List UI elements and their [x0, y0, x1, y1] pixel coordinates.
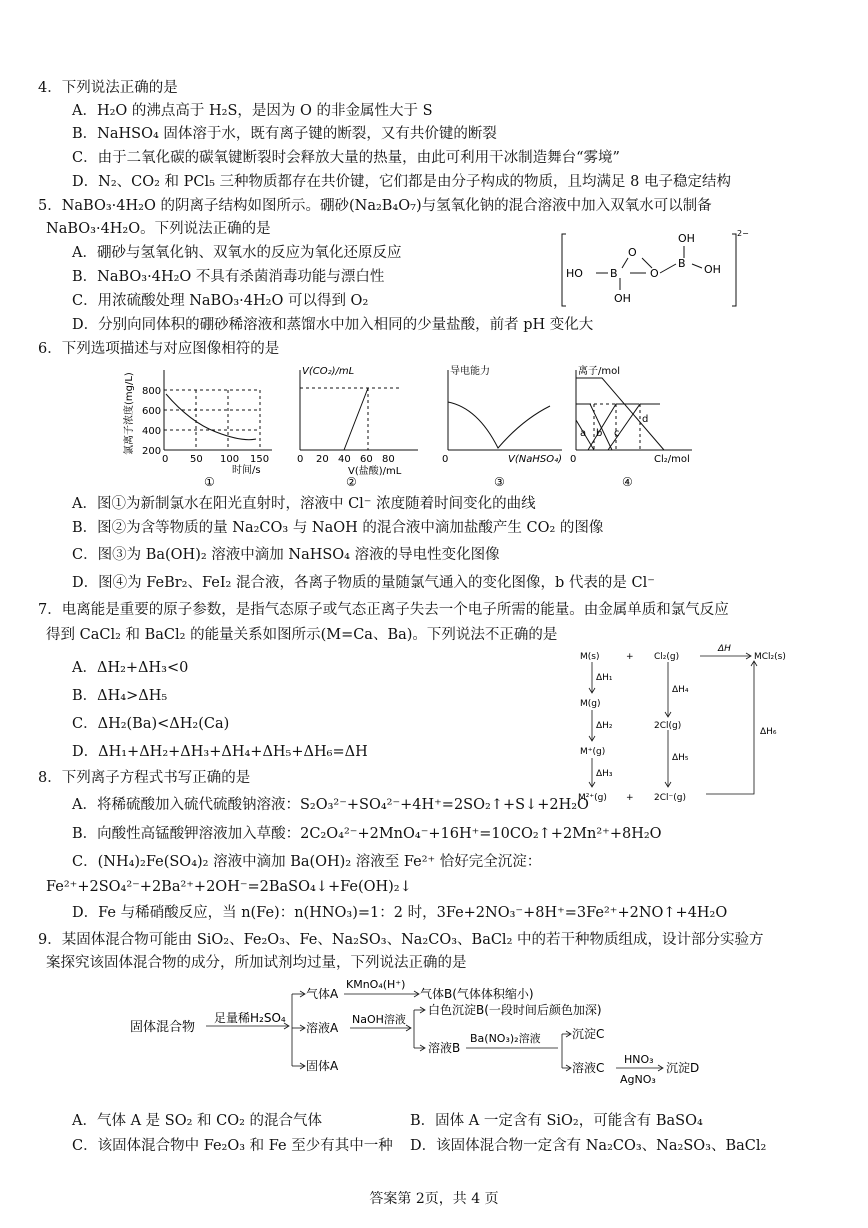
q8-option-b: B．向酸性高锰酸钾溶液加入草酸：2C₂O₄²⁻+2MnO₄⁻+16H⁺=10CO₂↑+2Mn²⁺+8H₂O [72, 826, 662, 842]
flow-gas-b: 气体B(气体体积缩小) [420, 987, 534, 1001]
cycle-dh3: ΔH₃ [596, 769, 613, 779]
cycle-m2-plus: M²⁺(g) [578, 793, 607, 803]
q5-option-d: D．分别向同体积的硼砂稀溶液和蒸馏水中加入相同的少量盐酸，前者 pH 变化大 [72, 317, 594, 333]
g1-xlabel: 时间/s [232, 465, 261, 476]
g2-xtick-0: 0 [297, 454, 304, 465]
flow-ppt-c: 沉淀C [572, 1027, 605, 1041]
flow-solution-b: 溶液B [428, 1041, 461, 1055]
q5-option-c: C．用浓硫酸处理 NaBO₃·4H₂O 可以得到 O₂ [72, 293, 369, 309]
struct-b-left: B [610, 267, 618, 280]
cycle-dh6: ΔH₆ [760, 727, 777, 737]
g3-xlabel: V(NaHSO₄) [508, 454, 562, 465]
q5-option-a: A．硼砂与氢氧化钠、双氧水的反应为氧化还原反应 [72, 245, 402, 261]
q6-stem: 6．下列选项描述与对应图像相符的是 [38, 341, 280, 357]
flow-kmno4: KMnO₄(H⁺) [346, 978, 406, 991]
g1-xtick-150: 150 [250, 454, 270, 465]
struct-oh-right: OH [704, 263, 721, 276]
flow-solution-a: 溶液A [306, 1021, 339, 1035]
g4-origin: 0 [570, 454, 577, 465]
g4-ylabel: 离子/mol [578, 366, 621, 377]
g1-xtick-0: 0 [162, 454, 169, 465]
g2-xtick-20: 20 [316, 454, 329, 465]
struct-oh-bottom: OH [614, 292, 631, 305]
cycle-2cl-minus: 2Cl⁻(g) [654, 793, 686, 803]
g1-ytick-400: 400 [142, 426, 162, 437]
struct-ho-left: HO [566, 267, 583, 280]
q6-option-b: B．图②为含等物质的量 Na₂CO₃ 与 NaOH 的混合液中滴加盐酸产生 CO₂ 的图像 [72, 520, 604, 536]
q7-option-d: D．ΔH₁+ΔH₂+ΔH₃+ΔH₄+ΔH₅+ΔH₆=ΔH [72, 744, 368, 760]
q7-stem-line2: 得到 CaCl₂ 和 BaCl₂ 的能量关系如图所示(M=Ca、Ba)。下列说法不正确的是 [46, 627, 558, 643]
flow-solid-a: 固体A [306, 1059, 339, 1073]
g1-xtick-100: 100 [220, 454, 240, 465]
q4-option-d: D．N₂、CO₂ 和 PCl₅ 三种物质都存在共价键，它们都是由分子构成的物质，且均满足 8 电子稳定结构 [72, 174, 731, 190]
q5-option-b: B．NaBO₃·4H₂O 不具有杀菌消毒功能与漂白性 [72, 269, 385, 285]
cycle-plus-bottom: + [626, 793, 634, 803]
g2-ylabel: V(CO₂)/mL [302, 366, 355, 377]
cycle-m-g: M(g) [580, 699, 601, 709]
g1-ytick-800: 800 [142, 386, 162, 397]
q9-option-c: C．该固体混合物中 Fe₂O₃ 和 Fe 至少有其中一种 [72, 1138, 393, 1154]
flow-agno3: AgNO₃ [620, 1073, 656, 1086]
cycle-dh2: ΔH₂ [596, 721, 613, 731]
q7-stem-line1: 7．电离能是重要的原子参数，是指气态原子或气态正离子失去一个电子所需的能量。由金属单质和氯气反应 [38, 602, 729, 618]
g4-label-c: c [614, 428, 620, 439]
cycle-dh5: ΔH₅ [672, 753, 689, 763]
q5-stem-line2: NaBO₃·4H₂O。下列说法正确的是 [46, 221, 271, 237]
q6-option-a: A．图①为新制氯水在阳光直射时，溶液中 Cl⁻ 浓度随着时间变化的曲线 [72, 496, 536, 512]
cycle-2cl-g: 2Cl(g) [654, 721, 682, 731]
g1-number: ① [204, 475, 215, 489]
q7-option-c: C．ΔH₂(Ba)<ΔH₂(Ca) [72, 716, 230, 732]
page-footer: 答案第 2页，共 4 页 [369, 1191, 499, 1207]
struct-charge: 2− [737, 229, 749, 238]
q9-stem-line1: 9．某固体混合物可能由 SiO₂、Fe₂O₃、Fe、Na₂SO₃、Na₂CO₃、BaCl₂ 中的若干种物质组成，设计部分实验方 [38, 932, 764, 948]
g2-number: ② [346, 475, 357, 489]
flow-white-ppt-b: 白色沉淀B(一段时间后颜色加深) [428, 1003, 602, 1017]
g3-number: ③ [494, 475, 505, 489]
q4-option-c: C．由于二氧化碳的碳氧键断裂时会释放大量的热量，由此可利用干冰制造舞台“雾境” [72, 150, 620, 166]
struct-b-right: B [678, 257, 686, 270]
q5-stem-line1: 5．NaBO₃·4H₂O 的阴离子结构如图所示。硼砂(Na₂B₄O₇)与氢氧化钠的混合溶液中加入双氧水可以制备 [38, 198, 712, 214]
energy-cycle-diagram [570, 640, 800, 815]
g1-ytick-600: 600 [142, 406, 162, 417]
flow-ppt-d: 沉淀D [666, 1061, 700, 1075]
cycle-m-s: M(s) [580, 652, 600, 662]
struct-oh-top: OH [678, 232, 695, 245]
g1-ylabel: 氯离子浓度(mg/L) [124, 372, 135, 455]
q4-option-b: B．NaHSO₄ 固体溶于水，既有离子键的断裂，又有共价键的断裂 [72, 126, 497, 142]
g2-xtick-60: 60 [360, 454, 373, 465]
flow-gas-a: 气体A [306, 987, 339, 1001]
g1-ytick-200: 200 [142, 446, 162, 457]
q8-stem: 8．下列离子方程式书写正确的是 [38, 770, 251, 786]
cycle-m-plus: M⁺(g) [580, 747, 606, 757]
q6-option-d: D．图④为 FeBr₂、FeI₂ 混合液，各离子物质的量随氯气通入的变化图像，b 代表的是 Cl⁻ [72, 575, 655, 591]
g1-xtick-50: 50 [190, 454, 203, 465]
flow-naoh: NaOH溶液 [352, 1013, 406, 1026]
cycle-cl2-g: Cl₂(g) [654, 652, 680, 662]
q9-stem-line2: 案探究该固体混合物的成分，所加试剂均过量，下列说法正确的是 [46, 955, 467, 971]
g2-xtick-80: 80 [382, 454, 395, 465]
cycle-mcl2-s: MCl₂(s) [754, 652, 786, 662]
graph-4 [568, 360, 718, 490]
graph-3 [438, 360, 568, 490]
q7-option-b: B．ΔH₄>ΔH₅ [72, 688, 168, 704]
struct-o-2: O [650, 267, 659, 280]
g2-xlabel: V(盐酸)/mL [348, 466, 402, 477]
flow-hno3: HNO₃ [624, 1053, 654, 1066]
g3-ylabel: 导电能力 [450, 366, 490, 377]
flow-solution-c: 溶液C [572, 1061, 605, 1075]
struct-o-1: O [628, 246, 637, 259]
g3-origin: 0 [442, 454, 449, 465]
q8-option-a: A．将稀硫酸加入硫代硫酸钠溶液：S₂O₃²⁻+SO₄²⁻+4H⁺=2SO₂↑+S↓+2H₂O [72, 797, 589, 813]
cycle-dh4: ΔH₄ [672, 685, 689, 695]
q6-option-c: C．图③为 Ba(OH)₂ 溶液中滴加 NaHSO₄ 溶液的导电性变化图像 [72, 547, 500, 563]
g2-xtick-40: 40 [338, 454, 351, 465]
flow-dilute-h2so4: 足量稀H₂SO₄ [214, 1011, 286, 1025]
q8-option-c-line1: C．(NH₄)₂Fe(SO₄)₂ 溶液中滴加 Ba(OH)₂ 溶液至 Fe²⁺ 恰好完全沉淀： [72, 854, 542, 870]
q9-option-b: B．固体 A 一定含有 SiO₂，可能含有 BaSO₄ [410, 1113, 703, 1129]
q7-option-a: A．ΔH₂+ΔH₃<0 [72, 660, 189, 676]
q8-option-d: D．Fe 与稀硝酸反应，当 n(Fe)：n(HNO₃)=1：2 时，3Fe+2NO₃⁻+8H⁺=3Fe²⁺+2NO↑+4H₂O [72, 905, 728, 921]
cycle-plus-top: + [626, 652, 634, 662]
g4-number: ④ [622, 475, 633, 489]
g4-label-a: a [580, 428, 587, 439]
experiment-flowchart [120, 970, 720, 1106]
q8-option-c-line2: Fe²⁺+2SO₄²⁻+2Ba²⁺+2OH⁻=2BaSO₄↓+Fe(OH)₂↓ [46, 879, 412, 895]
q9-option-a: A．气体 A 是 SO₂ 和 CO₂ 的混合气体 [72, 1113, 323, 1129]
cycle-dh1: ΔH₁ [596, 673, 613, 683]
graph-1 [120, 360, 280, 490]
g4-label-b: b [596, 428, 603, 439]
flow-solid-mixture: 固体混合物 [130, 1020, 196, 1035]
q4-option-a: A．H₂O 的沸点高于 H₂S，是因为 O 的非金属性大于 S [72, 103, 433, 119]
q4-stem: 4．下列说法正确的是 [38, 80, 178, 96]
borate-anion-structure [560, 226, 750, 312]
g4-xlabel: Cl₂/mol [654, 454, 690, 465]
g4-label-d: d [642, 414, 649, 425]
graph-2 [290, 360, 430, 490]
cycle-dh: ΔH [718, 644, 731, 654]
q9-option-d: D．该固体混合物一定含有 Na₂CO₃、Na₂SO₃、BaCl₂ [410, 1138, 767, 1154]
flow-bano3: Ba(NO₃)₂溶液 [470, 1032, 541, 1045]
